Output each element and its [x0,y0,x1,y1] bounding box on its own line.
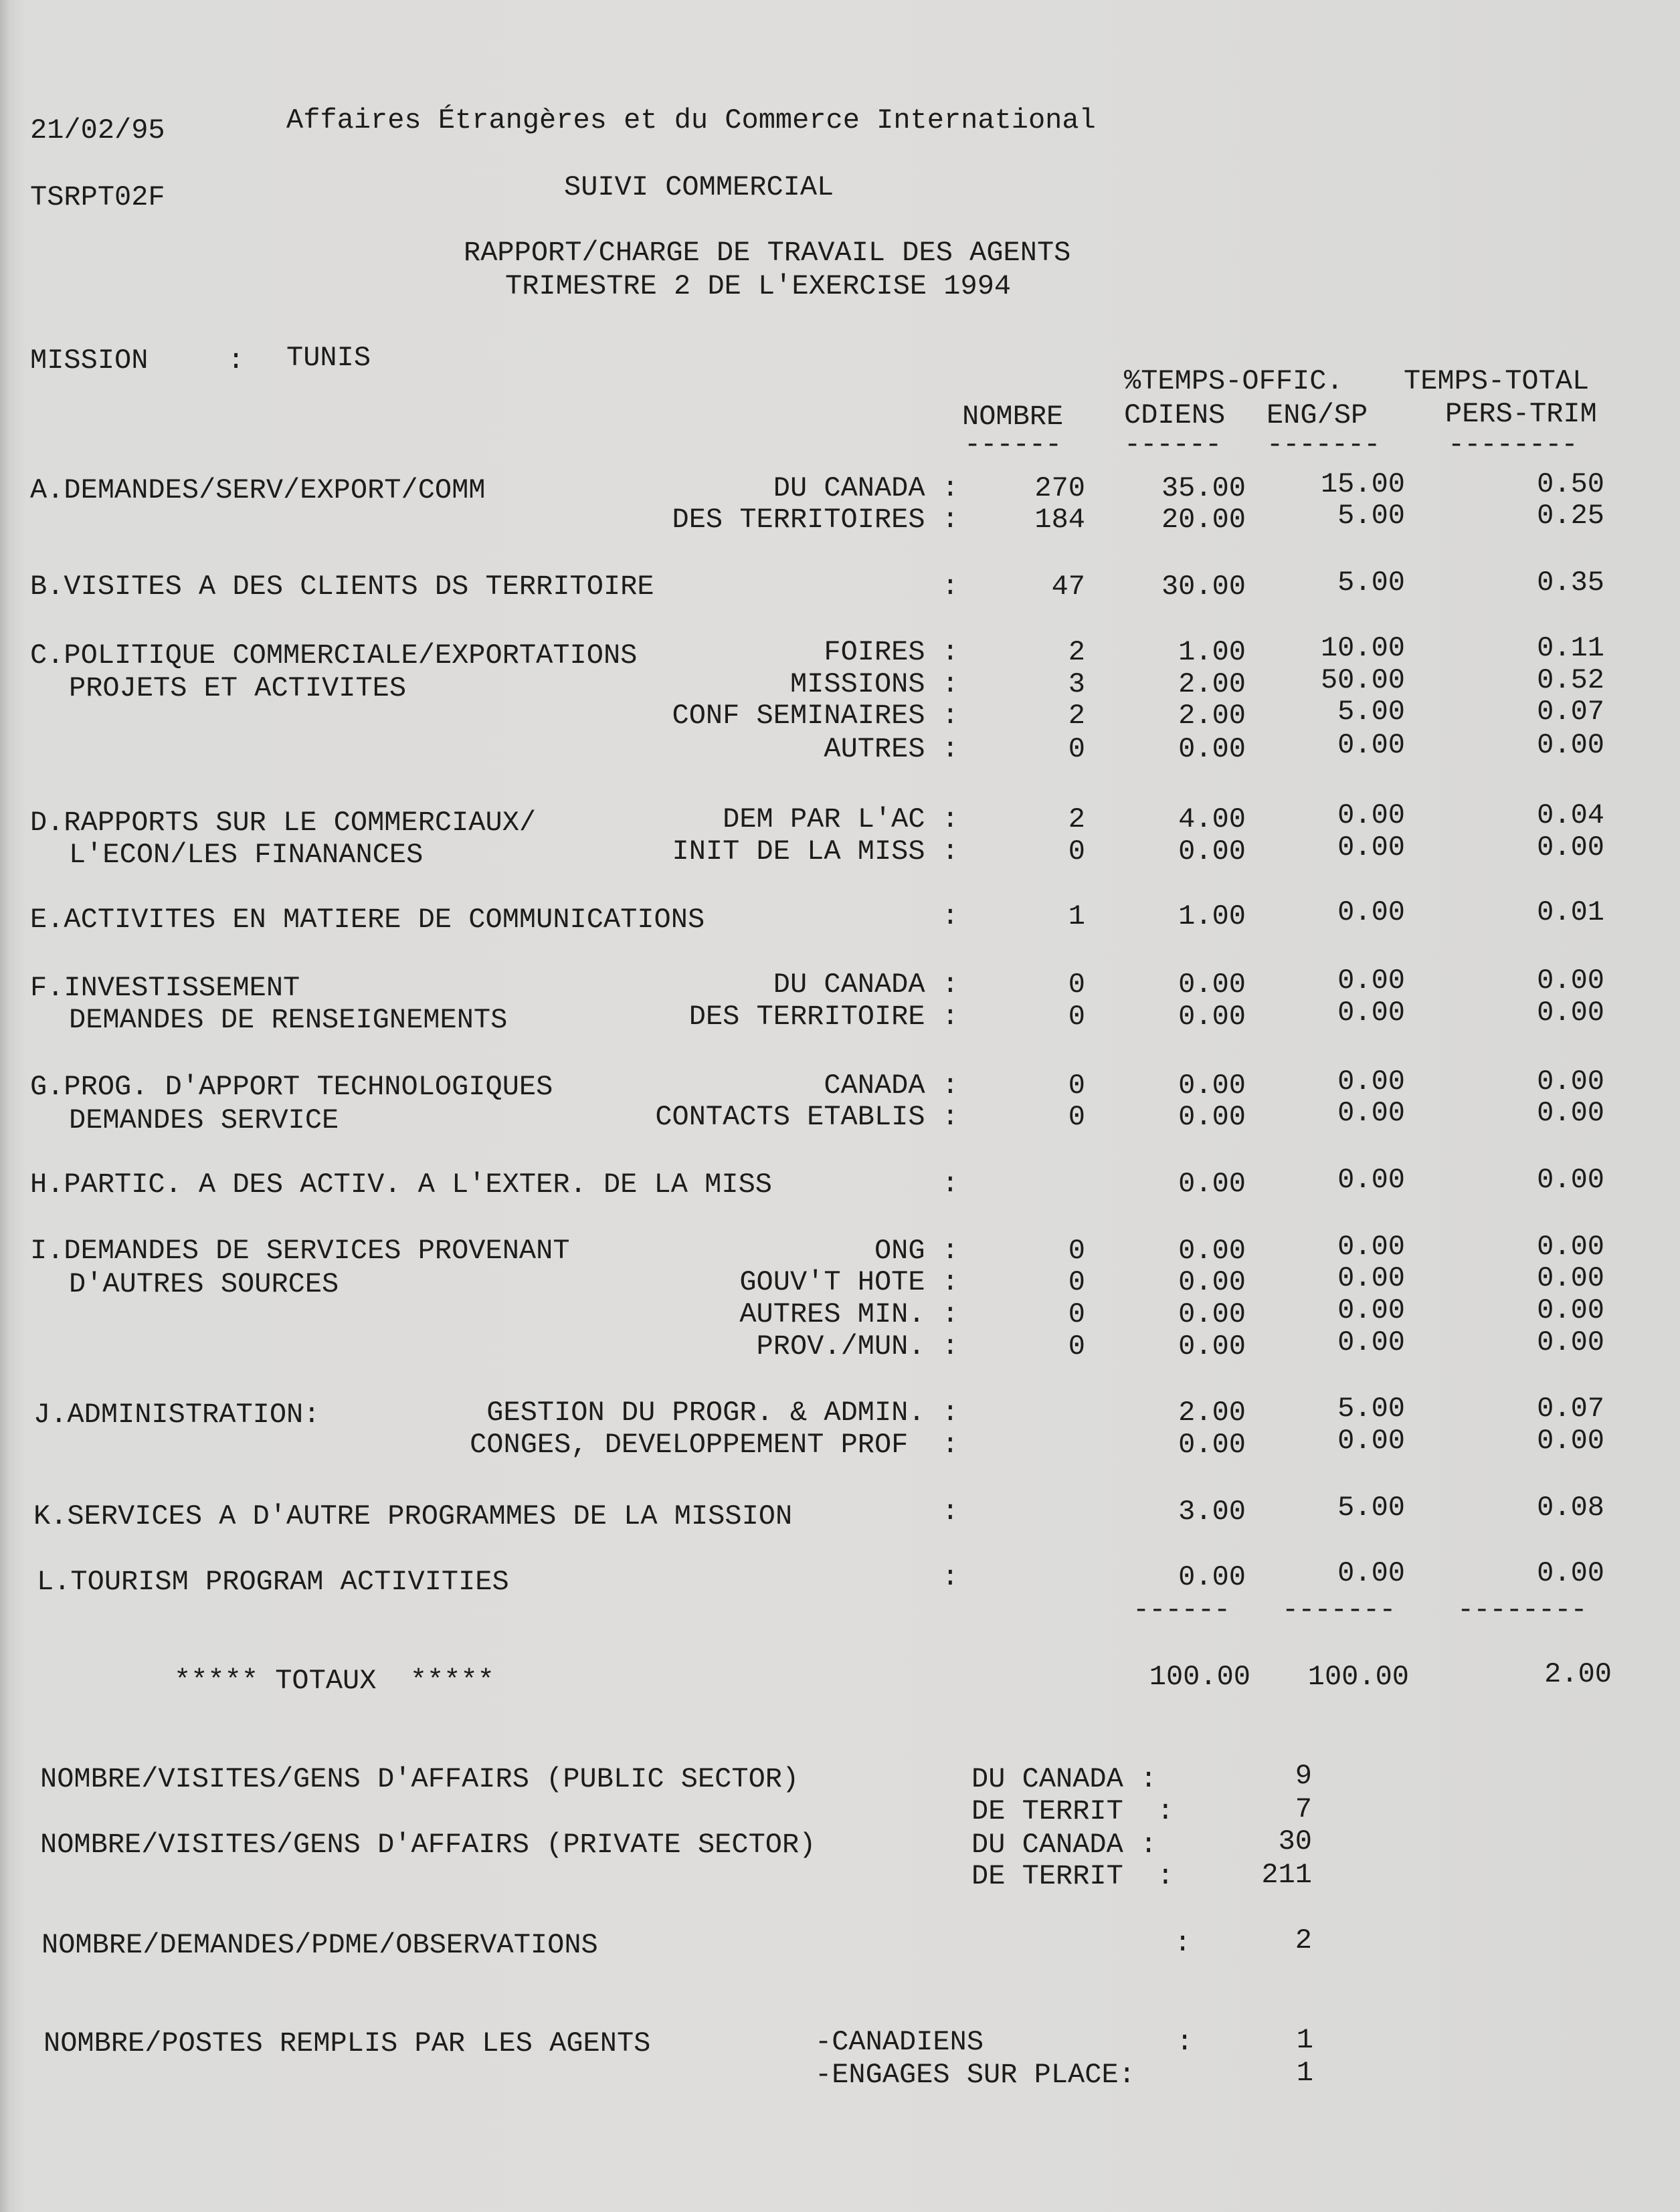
section-l-title: L.TOURISM PROGRAM ACTIVITIES [37,1566,509,1598]
section-h-row-cdiens: 0.00 [1178,1168,1246,1200]
section-h-row-engsp: 0.00 [1337,1164,1405,1196]
section-f-row-nombre: 0 [1068,1001,1085,1033]
section-g-row-nombre: 0 [1068,1101,1085,1133]
section-c-row-engsp: 50.00 [1320,664,1405,696]
section-i-row-label: ONG : [874,1235,959,1267]
section-c-row-nombre: 2 [1068,636,1085,668]
section-c-row-pers-trim: 0.07 [1537,696,1604,728]
section-c-row-cdiens: 2.00 [1178,700,1246,732]
section-a-row-engsp: 15.00 [1320,468,1405,500]
report-code: TSRPT02F [30,181,165,213]
section-i-row-nombre: 0 [1068,1298,1085,1330]
section-j-row-cdiens: 2.00 [1178,1397,1246,1429]
section-i-row-pers-trim: 0.00 [1537,1294,1604,1326]
section-c-row-engsp: 0.00 [1337,729,1405,761]
section-i-row-nombre: 0 [1068,1330,1085,1363]
col-cdiens-header: CDIENS [1124,399,1226,431]
col-engsp-underline: ------- [1267,429,1380,461]
totals-cdiens: 100.00 [1149,1661,1250,1693]
section-c-row-cdiens: 1.00 [1178,636,1246,668]
totals-label: ***** TOTAUX ***** [174,1665,494,1697]
col-cdiens-underline: ------ [1124,429,1222,461]
section-g-subtitle: DEMANDES SERVICE [69,1104,339,1136]
section-b-title: B.VISITES A DES CLIENTS DS TERRITOIRE [30,571,654,603]
section-j-row-cdiens: 0.00 [1178,1429,1246,1461]
section-j-row-label: GESTION DU PROGR. & ADMIN. : [486,1397,959,1429]
section-l-row-label: : [941,1561,959,1593]
section-i-row-cdiens: 0.00 [1178,1298,1246,1330]
section-c-row-label: MISSIONS : [789,668,959,700]
section-f-title: F.INVESTISSEMENT [30,972,300,1004]
section-g-row-pers-trim: 0.00 [1537,1097,1604,1129]
section-g-row-engsp: 0.00 [1337,1097,1405,1129]
section-f-row-engsp: 0.00 [1337,997,1405,1029]
section-j-row-label: CONGES, DEVELOPPEMENT PROF : [470,1429,959,1461]
section-f-row-cdiens: 0.00 [1178,1001,1246,1033]
section-c-row-engsp: 10.00 [1320,632,1405,664]
section-f-subtitle: DEMANDES DE RENSEIGNEMENTS [69,1004,508,1036]
visits-public-label: NOMBRE/VISITES/GENS D'AFFAIRS (PUBLIC SECTOR) [40,1763,800,1795]
col-total-header: TEMPS-TOTAL [1404,365,1590,397]
visits-private-territ-label: DE TERRIT : [971,1860,1174,1892]
section-l-row-engsp: 0.00 [1337,1557,1405,1589]
section-c-row-label: FOIRES : [824,636,959,668]
section-d-row-nombre: 2 [1068,803,1085,835]
section-k-row-engsp: 5.00 [1337,1492,1405,1524]
col-total-underline: -------- [1448,429,1578,461]
visits-public-canada-label: DU CANADA : [971,1763,1157,1795]
section-a-row-nombre: 184 [1034,504,1085,536]
section-h-title: H.PARTIC. A DES ACTIV. A L'EXTER. DE LA MISS [30,1169,772,1201]
postes-engages-label: -ENGAGES SUR PLACE: [815,2059,1135,2091]
postes-label: NOMBRE/POSTES REMPLIS PAR LES AGENTS [43,2027,651,2059]
section-l-row-pers-trim: 0.00 [1537,1557,1604,1589]
section-f-row-engsp: 0.00 [1337,965,1405,997]
visits-public-territ-label: DE TERRIT : [971,1795,1174,1827]
section-c-row-pers-trim: 0.52 [1537,664,1604,696]
section-j-row-engsp: 0.00 [1337,1425,1405,1457]
visits-private-canada-label: DU CANADA : [971,1829,1157,1861]
section-d-row-cdiens: 4.00 [1178,803,1246,835]
section-c-row-nombre: 2 [1068,700,1085,732]
section-d-row-nombre: 0 [1068,835,1085,868]
postes-canadiens-separator: : [1176,2026,1194,2058]
section-e-row-engsp: 0.00 [1337,896,1405,928]
section-a-row-nombre: 270 [1034,472,1085,504]
mission-separator: : [227,344,245,377]
section-a-row-cdiens: 20.00 [1161,504,1246,536]
mission-value: TUNIS [286,342,371,374]
section-c-row-cdiens: 2.00 [1178,668,1246,700]
report-date: 21/02/95 [30,114,165,146]
section-g-row-cdiens: 0.00 [1178,1070,1246,1102]
col-nombre-underline: ------ [964,429,1062,461]
section-i-row-nombre: 0 [1068,1235,1085,1267]
col-pers-trim-header: PERS-TRIM [1445,398,1597,430]
section-a-row-label: DES TERRITOIRES : [672,504,959,536]
section-d-row-label: INIT DE LA MISS : [672,835,959,868]
section-i-row-label: GOUV'T HOTE : [739,1266,959,1298]
section-i-row-label: AUTRES MIN. : [739,1298,959,1330]
postes-engages-value: 1 [1296,2057,1313,2089]
col-nombre-header: NOMBRE [962,401,1064,433]
section-d-subtitle: L'ECON/LES FINANANCES [69,839,424,871]
section-g-row-pers-trim: 0.00 [1537,1066,1604,1098]
section-i-row-engsp: 0.00 [1337,1231,1405,1263]
section-j-row-pers-trim: 0.00 [1537,1425,1604,1457]
section-a-row-pers-trim: 0.25 [1537,500,1604,532]
totals-engsp: 100.00 [1307,1661,1409,1693]
section-b-row-cdiens: 30.00 [1161,571,1246,603]
section-k-row-cdiens: 3.00 [1178,1496,1246,1528]
section-k-row-label: : [941,1496,959,1528]
section-k-title: K.SERVICES A D'AUTRE PROGRAMMES DE LA MISSION [33,1500,793,1532]
section-g-row-cdiens: 0.00 [1178,1101,1246,1133]
mission-label: MISSION [30,344,149,377]
pdme-value: 2 [1295,1924,1312,1956]
section-d-row-label: DEM PAR L'AC : [723,803,959,835]
section-c-row-label: AUTRES : [824,733,959,765]
totals-total-rule: -------- [1457,1594,1587,1626]
section-i-row-pers-trim: 0.00 [1537,1262,1604,1294]
section-d-row-pers-trim: 0.00 [1537,831,1604,864]
report-period: TRIMESTRE 2 DE L'EXERCISE 1994 [505,270,1012,302]
section-i-row-cdiens: 0.00 [1178,1330,1246,1363]
section-j-row-engsp: 5.00 [1337,1393,1405,1425]
section-f-row-label: DU CANADA : [773,969,959,1001]
section-c-row-nombre: 0 [1068,733,1085,765]
section-d-row-engsp: 0.00 [1337,831,1405,864]
section-c-subtitle: PROJETS ET ACTIVITES [69,672,407,704]
department-name: Affaires Étrangères et du Commerce International [286,104,1096,136]
section-g-row-nombre: 0 [1068,1070,1085,1102]
section-e-row-cdiens: 1.00 [1178,900,1246,932]
report-title: RAPPORT/CHARGE DE TRAVAIL DES AGENTS [464,237,1071,269]
section-c-row-label: CONF SEMINAIRES : [672,700,959,732]
section-i-row-engsp: 0.00 [1337,1326,1405,1359]
section-g-row-engsp: 0.00 [1337,1066,1405,1098]
totals-engsp-rule: ------- [1282,1594,1396,1626]
visits-public-territ-value: 7 [1295,1793,1312,1825]
section-l-row-cdiens: 0.00 [1178,1561,1246,1593]
section-c-row-pers-trim: 0.11 [1537,632,1604,664]
section-b-row-pers-trim: 0.35 [1537,567,1604,599]
section-d-row-cdiens: 0.00 [1178,835,1246,868]
section-i-subtitle: D'AUTRES SOURCES [69,1268,339,1300]
section-c-row-nombre: 3 [1068,668,1085,700]
section-i-row-label: PROV./MUN. : [756,1330,959,1363]
section-b-row-label: : [941,571,959,603]
section-d-row-pers-trim: 0.04 [1537,799,1604,831]
section-a-row-cdiens: 35.00 [1161,472,1246,504]
system-name: SUIVI COMMERCIAL [564,171,834,203]
visits-private-label: NOMBRE/VISITES/GENS D'AFFAIRS (PRIVATE SECTOR) [40,1829,816,1861]
section-g-row-label: CONTACTS ETABLIS : [655,1101,959,1133]
col-engsp-header: ENG/SP [1267,399,1368,431]
section-j-title: J.ADMINISTRATION: [33,1399,320,1431]
section-c-title: C.POLITIQUE COMMERCIALE/EXPORTATIONS [30,639,638,672]
section-a-row-label: DU CANADA : [773,472,959,504]
section-b-row-engsp: 5.00 [1337,567,1405,599]
section-c-row-engsp: 5.00 [1337,696,1405,728]
section-e-title: E.ACTIVITES EN MATIERE DE COMMUNICATIONS [30,904,705,936]
section-i-row-nombre: 0 [1068,1266,1085,1298]
col-pct-header: %TEMPS-OFFIC. [1124,365,1343,397]
visits-public-canada-value: 9 [1295,1760,1312,1792]
section-f-row-pers-trim: 0.00 [1537,997,1604,1029]
section-h-row-label: : [941,1168,959,1200]
section-f-row-nombre: 0 [1068,969,1085,1001]
section-a-title: A.DEMANDES/SERV/EXPORT/COMM [30,474,486,506]
section-e-row-label: : [941,900,959,932]
postes-canadiens-value: 1 [1296,2024,1313,2056]
section-i-row-pers-trim: 0.00 [1537,1326,1604,1359]
section-f-row-cdiens: 0.00 [1178,969,1246,1001]
section-g-row-label: CANADA : [824,1070,959,1102]
pdme-label: NOMBRE/DEMANDES/PDME/OBSERVATIONS [41,1929,598,1961]
pdme-separator: : [1174,1927,1192,1959]
section-e-row-nombre: 1 [1068,900,1085,932]
section-i-row-engsp: 0.00 [1337,1294,1405,1326]
section-c-row-pers-trim: 0.00 [1537,729,1604,761]
section-k-row-pers-trim: 0.08 [1537,1492,1604,1524]
postes-canadiens-label: -CANADIENS [815,2026,984,2058]
section-e-row-pers-trim: 0.01 [1537,896,1604,928]
visits-private-canada-value: 30 [1278,1825,1312,1857]
section-a-row-pers-trim: 0.50 [1537,468,1604,500]
section-a-row-engsp: 5.00 [1337,500,1405,532]
section-i-row-engsp: 0.00 [1337,1262,1405,1294]
section-b-row-nombre: 47 [1051,571,1085,603]
section-f-row-pers-trim: 0.00 [1537,965,1604,997]
section-i-title: I.DEMANDES DE SERVICES PROVENANT [30,1235,570,1267]
section-j-row-pers-trim: 0.07 [1537,1393,1604,1425]
section-f-row-label: DES TERRITOIRE : [688,1001,959,1033]
section-h-row-pers-trim: 0.00 [1537,1164,1604,1196]
totals-cdiens-rule: ------ [1133,1594,1230,1626]
section-i-row-cdiens: 0.00 [1178,1235,1246,1267]
section-i-row-cdiens: 0.00 [1178,1266,1246,1298]
totals-pers-trim: 2.00 [1544,1658,1612,1690]
section-g-title: G.PROG. D'APPORT TECHNOLOGIQUES [30,1071,553,1103]
section-d-row-engsp: 0.00 [1337,799,1405,831]
section-i-row-pers-trim: 0.00 [1537,1231,1604,1263]
visits-private-territ-value: 211 [1261,1859,1312,1891]
section-d-title: D.RAPPORTS SUR LE COMMERCIAUX/ [30,807,537,839]
section-c-row-cdiens: 0.00 [1178,733,1246,765]
